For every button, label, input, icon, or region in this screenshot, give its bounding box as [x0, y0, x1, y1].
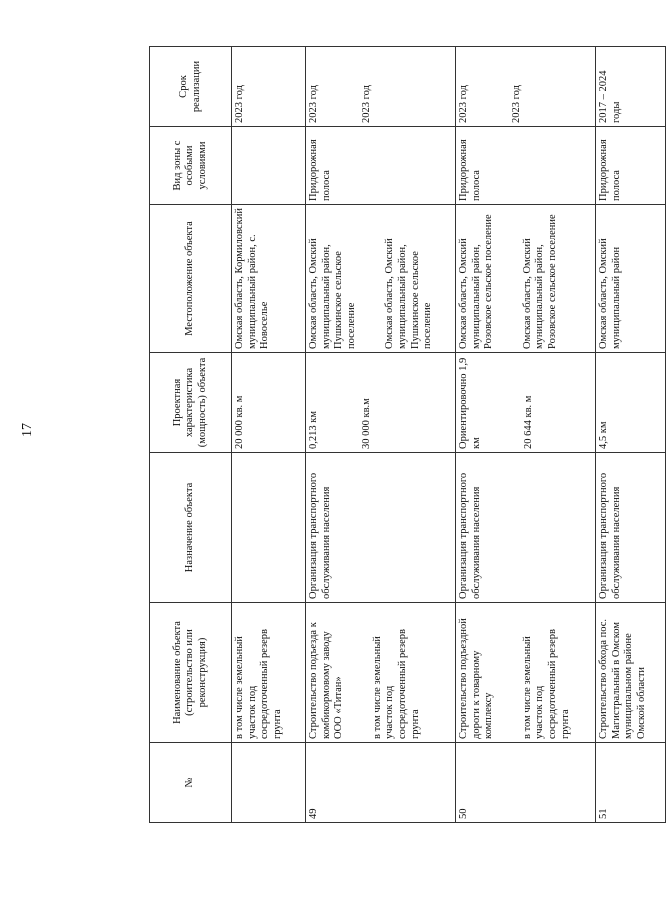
cell-capacity	[456, 353, 596, 453]
cell-name-sub: в том числе земельный участок под сосредоточенный резерв грунта	[371, 628, 421, 739]
header-location: Местоположение объекта	[150, 205, 232, 353]
cell-name-main: Строительство подъезда к комбикормовому заводу ООО «Титан»	[308, 622, 345, 739]
cell-term-main: 2023 год	[458, 85, 469, 123]
cell-capacity-main: Ориентировочно 1,9 км	[458, 357, 482, 449]
cell-name-main: Строительство подъездной дороги к товарному комплексу	[458, 618, 495, 739]
cell-num: 49	[306, 743, 456, 823]
cell-capacity-sub: 20 644 кв. м	[523, 395, 535, 449]
cell-num: 51	[596, 743, 666, 823]
cell-name: Строительство обхода пос. Магистральный в Омском муниципальном районе Омской области	[596, 603, 666, 743]
page-number: 17	[20, 423, 35, 437]
cell-term	[306, 47, 456, 127]
cell-purpose: Организация транспортного обслуживания населения	[306, 453, 456, 603]
cell-location-sub: Омская область, Омский муниципальный район, Розовское сельское поселение	[521, 214, 558, 349]
cell-capacity-sub: 30 000 кв.м	[360, 398, 372, 449]
table-header-row	[150, 47, 232, 823]
cell-capacity	[306, 353, 456, 453]
rotated-table-wrapper	[149, 47, 647, 823]
cell-location-main: Омская область, Омский муниципальный район, Пушкинское сельское поселение	[308, 238, 357, 349]
cell-term: 2023 год	[232, 47, 306, 127]
table-row	[596, 47, 666, 823]
cell-name-sub: в том числе земельный участок под сосредоточенный резерв грунта	[521, 628, 571, 739]
cell-location	[306, 205, 456, 353]
cell-location	[456, 205, 596, 353]
cell-term-sub: 2023 год	[360, 85, 372, 123]
table-row	[306, 47, 456, 823]
header-name: Наименование объекта (строительство или реконструкция)	[150, 603, 232, 743]
table-row	[456, 47, 596, 823]
cell-purpose: Организация транспортного обслуживания населения	[596, 453, 666, 603]
table-row	[232, 47, 306, 823]
cell-term-main: 2023 год	[308, 85, 319, 123]
cell-location-main: Омская область, Омский муниципальный район, Розовское сельское поселение	[458, 214, 495, 349]
cell-zone	[232, 127, 306, 205]
cell-name	[306, 603, 456, 743]
cell-term	[456, 47, 596, 127]
cell-num	[232, 743, 306, 823]
objects-table	[149, 46, 666, 823]
cell-capacity: 20 000 кв. м	[232, 353, 306, 453]
header-zone: Вид зоны с особыми условиями	[150, 127, 232, 205]
cell-term: 2017 – 2024 годы	[596, 47, 666, 127]
cell-zone: Придорожная полоса	[596, 127, 666, 205]
header-capacity: Проектная характеристика (мощность) объекта	[150, 353, 232, 453]
cell-num: 50	[456, 743, 596, 823]
cell-location: Омская область, Омский муниципальный район	[596, 205, 666, 353]
header-term: Срок реализации	[150, 47, 232, 127]
cell-name	[456, 603, 596, 743]
cell-capacity: 4,5 км	[596, 353, 666, 453]
cell-location: Омская область, Кормиловский муниципальный район, с. Новоселье	[232, 205, 306, 353]
cell-capacity-main: 0,213 км	[308, 411, 319, 449]
cell-purpose	[232, 453, 306, 603]
cell-location-sub: Омская область, Омский муниципальный район, Пушкинское сельское поселение	[384, 238, 434, 349]
cell-zone: Придорожная полоса	[306, 127, 456, 205]
cell-name: в том числе земельный участок под сосредоточенный резерв грунта	[232, 603, 306, 743]
cell-purpose: Организация транспортного обслуживания населения	[456, 453, 596, 603]
header-num: №	[150, 743, 232, 823]
header-purpose: Назначение объекта	[150, 453, 232, 603]
cell-zone: Придорожная полоса	[456, 127, 596, 205]
cell-term-sub: 2023 год	[510, 85, 522, 123]
